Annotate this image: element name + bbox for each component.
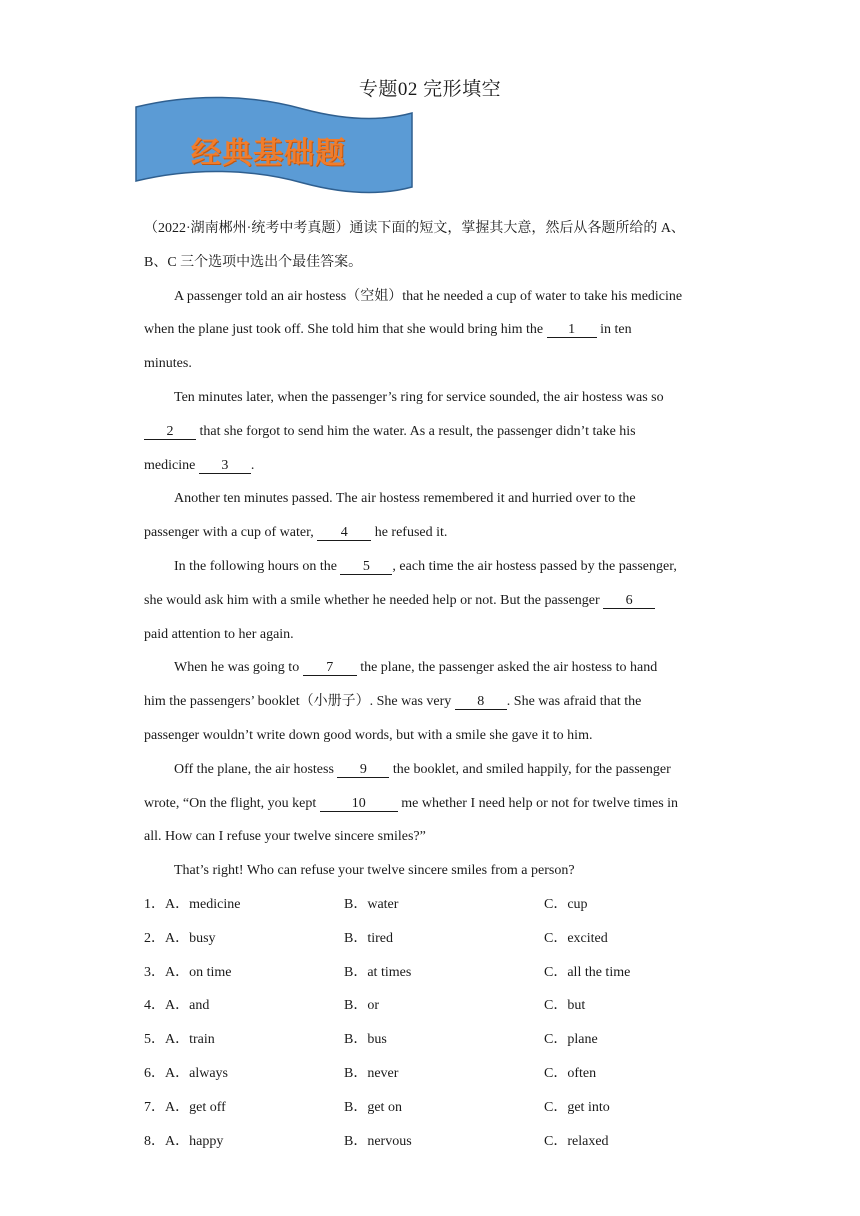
passage-line: she would ask him with a smile whether he needed help or not. But the passenger 6 [144,584,724,618]
option-b: B．at times [344,964,412,980]
option-row [144,989,724,1023]
option-b: B．water [344,896,399,912]
blank-6: 6 [603,593,655,609]
option-row [144,1057,724,1091]
option-c: C．but [544,998,586,1014]
option-a: 8．A．happy [144,1133,224,1149]
passage-line: In the following hours on the 5 , each time the air hostess passed by the passenger, [174,558,677,574]
option-b: B．bus [344,1032,387,1048]
option-c: C．all the time [544,964,631,980]
option-row [144,1091,724,1125]
passage-line: him the passengers’ booklet（小册子）. She was very 8 . She was afraid that the [144,694,642,710]
option-a: 3．A．on time [144,964,232,980]
passage-line: Ten minutes later, when the passenger’s ring for service sounded, the air hostess was so [174,389,664,405]
blank-10: 10 [320,796,398,812]
section-banner [133,95,415,195]
option-row [144,956,724,990]
option-b: B．nervous [344,1133,412,1149]
option-c: C．excited [544,930,608,946]
passage-line: When he was going to 7 the plane, the passenger asked the air hostess to hand [174,660,658,676]
option-row [144,1023,724,1057]
blank-7: 7 [303,660,357,676]
page-title: 专题02 完形填空 [358,79,502,100]
blank-4: 4 [317,525,371,541]
passage-line: A passenger told an air hostess（空姐）that he needed a cup of water to take his medicine [174,288,683,304]
blank-9: 9 [337,762,389,778]
passage-line: Another ten minutes passed. The air hostess remembered it and hurried over to the [174,491,636,507]
option-row [144,888,724,922]
option-a: 7．A．get off [144,1099,226,1115]
option-a: 6．A．always [144,1065,228,1081]
banner-label: 经典基础题 [191,136,346,171]
option-b: B．or [344,998,379,1014]
blank-8: 8 [455,694,507,710]
blank-2: 2 [144,424,196,440]
option-c: C．often [544,1065,597,1081]
document-body [144,212,724,1158]
option-a: 2．A．busy [144,930,216,946]
option-c: C．relaxed [544,1133,609,1149]
option-a: 5．A．train [144,1032,215,1048]
option-c: C．plane [544,1032,598,1048]
passage-line: minutes. [144,356,192,372]
passage-line: Off the plane, the air hostess 9 the booklet, and smiled happily, for the passenger [174,761,671,777]
instructions-line: B、C 三个选项中选出个最佳答案。 [144,254,363,270]
passage-line: passenger wouldn’t write down good words, but with a smile she gave it to him. [144,727,593,743]
passage-line: 2 that she forgot to send him the water. As a result, the passenger didn’t take his [144,415,724,449]
passage-line: That’s right! Who can refuse your twelve sincere smiles from a person? [174,863,575,879]
option-c: C．cup [544,896,588,912]
option-b: B．get on [344,1099,402,1115]
passage-line: passenger with a cup of water, 4 he refused it. [144,525,448,541]
passage-line: all. How can I refuse your twelve sincere smiles?” [144,829,426,845]
option-a: 4．A．and [144,998,210,1014]
option-c: C．get into [544,1099,610,1115]
passage-line: when the plane just took off. She told him that she would bring him the 1 in ten [144,322,632,338]
blank-5: 5 [340,559,392,575]
option-row [144,1125,724,1159]
option-row [144,922,724,956]
option-b: B．tired [344,930,393,946]
instructions-line: （2022·湖南郴州·统考中考真题）通读下面的短文，掌握其大意，然后从各题所给的 A、 [144,221,685,236]
blank-3: 3 [199,458,251,474]
options-list [144,888,724,1158]
option-a: 1．A．medicine [144,896,241,912]
passage-line: paid attention to her again. [144,626,294,642]
blank-1: 1 [547,322,597,338]
option-b: B．never [344,1065,399,1081]
passage-line: medicine 3 . [144,457,255,473]
passage-line: wrote, “On the flight, you kept 10 me whether I need help or not for twelve times in [144,795,679,811]
